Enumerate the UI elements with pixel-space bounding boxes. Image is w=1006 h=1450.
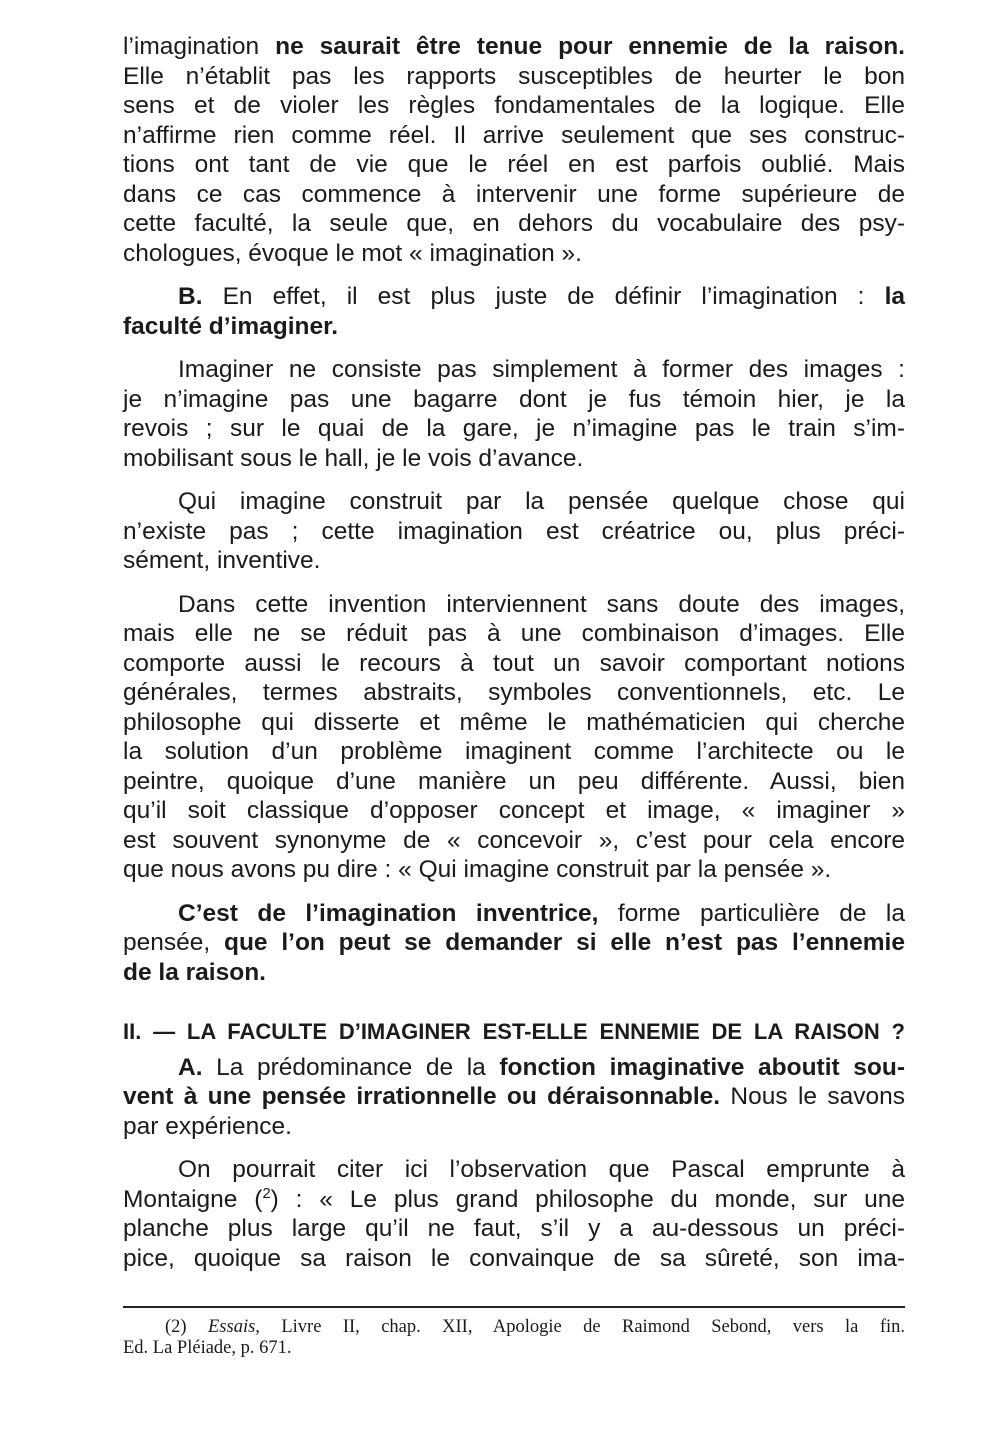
text-run: qu’il soit classique d’opposer concept et image, « imaginer »: [123, 797, 905, 824]
paragraph: [123, 1053, 905, 1142]
text-run: C’est de l’imagination inventrice,: [178, 899, 599, 927]
text-line: [123, 414, 905, 444]
text-run: l’imagination: [123, 33, 276, 60]
footnote: [123, 1317, 905, 1359]
text-line: [123, 855, 905, 885]
text-run: cette faculté, la seule que, en dehors du vocabulaire des psy-: [123, 210, 905, 237]
text-run: sens et de violer les règles fondamentales de la logique. Elle: [123, 92, 905, 119]
text-line: [123, 899, 905, 929]
text-run: Ed. La Pléiade, p. 671.: [123, 1338, 292, 1358]
paragraph: [123, 590, 905, 885]
text-line: [123, 619, 905, 649]
text-run: revois ; sur le quai de la gare, je n’imagine pas le train s’im-: [123, 415, 905, 442]
text-line: [123, 737, 905, 767]
text-run: est souvent synonyme de « concevoir », c’est pour cela encore: [123, 826, 905, 854]
text-line: [123, 32, 905, 62]
section-heading: II. — LA FACULTE D’IMAGINER EST-ELLE ENNEMIE DE LA RAISON ?: [123, 1019, 905, 1044]
text-run: vent à une pensée irrationnelle ou déraisonnable.: [123, 1083, 721, 1110]
text-line: [123, 150, 905, 180]
text-line: [123, 312, 905, 342]
text-line: [123, 355, 905, 385]
text-line: [123, 708, 905, 738]
text-run: la solution d’un problème imaginent comme l’architecte ou le: [123, 738, 905, 765]
text-line: [123, 1244, 905, 1274]
text-run: faculté d’imaginer.: [123, 312, 339, 340]
text-line: [123, 1053, 905, 1083]
text-run: générales, termes abstraits, symboles conventionnels, etc. Le: [123, 679, 905, 706]
text-line: [123, 958, 905, 988]
text-line: [123, 796, 905, 826]
text-line: [123, 1112, 905, 1142]
text-run: n’existe pas ; cette imagination est créatrice ou, plus préci-: [123, 517, 905, 545]
text-run: On pourrait citer ici l’observation que Pascal emprunte à: [178, 1156, 905, 1183]
text-run: pice, quoique sa raison le convainque de sa sûreté, son ima-: [123, 1244, 905, 1272]
text-run: que nous avons pu dire : « Qui imagine construit par la pensée ».: [123, 856, 832, 883]
text-run: Imaginer ne consiste pas simplement à former des images :: [178, 356, 905, 383]
paragraph: [123, 32, 905, 268]
text-line: [123, 517, 905, 547]
footnote-divider: [123, 1306, 905, 1308]
text-run: philosophe qui disserte et même le mathématicien qui cherche: [123, 708, 905, 736]
text-run: La prédominance de la: [202, 1053, 500, 1081]
paragraph: [123, 1155, 905, 1273]
text-run: dans ce cas commence à intervenir une forme supérieure de: [123, 180, 905, 208]
text-run: 2: [262, 1185, 271, 1202]
text-line: [123, 385, 905, 415]
text-run: de la raison.: [123, 958, 266, 986]
text-run: peintre, quoique d’une manière un peu différente. Aussi, bien: [123, 767, 905, 795]
text-run: je n’imagine pas une bagarre dont je fus témoin hier, je la: [123, 385, 905, 413]
text-line: [123, 62, 905, 92]
text-line: [123, 546, 905, 576]
text-run: A.: [178, 1053, 203, 1081]
text-line: [123, 444, 905, 474]
text-run: fonction imaginative aboutit sou-: [499, 1053, 905, 1081]
text-run: chologues, évoque le mot « imagination ».: [123, 239, 582, 267]
text-line: [123, 1082, 905, 1112]
text-line: [123, 91, 905, 121]
text-line: [123, 1214, 905, 1244]
text-run: Nous le savons: [720, 1083, 905, 1110]
text-run: Dans cette invention interviennent sans doute des images,: [178, 590, 905, 618]
paragraph: [123, 899, 905, 988]
text-run: (2): [165, 1317, 208, 1337]
text-run: Livre II, chap. XII, Apologie de Raimond Sebond, vers la fin.: [259, 1317, 905, 1337]
text-line: [123, 209, 905, 239]
text-run: ne saurait être tenue pour ennemie de la raison.: [275, 33, 905, 60]
text-run: tions ont tant de vie que le réel en est parfois oublié. Mais: [123, 151, 905, 178]
text-run: pensée,: [123, 929, 224, 956]
text-line: [123, 928, 905, 958]
page-body: [123, 32, 905, 1273]
text-run: la: [884, 283, 905, 310]
text-run: Essais,: [208, 1317, 260, 1337]
text-line: [123, 1338, 905, 1359]
text-run: forme particulière de la: [598, 899, 906, 927]
text-run: par expérience.: [123, 1112, 292, 1140]
text-line: [123, 282, 905, 312]
text-run: mobilisant sous le hall, je le vois d’avance.: [123, 444, 584, 472]
text-line: [123, 649, 905, 679]
paragraph: [123, 355, 905, 473]
text-run: n’affirme rien comme réel. Il arrive seulement que ses construc-: [123, 121, 905, 149]
text-line: [123, 1185, 905, 1215]
text-run: mais elle ne se réduit pas à une combinaison d’images. Elle: [123, 620, 905, 647]
text-line: [123, 826, 905, 856]
text-line: [123, 121, 905, 151]
text-run: Elle n’établit pas les rapports susceptibles de heurter le bon: [123, 62, 905, 90]
text-run: B.: [178, 283, 203, 310]
text-run: planche plus large qu’il ne faut, s’il y a au-dessous un préci-: [123, 1215, 905, 1242]
text-line: [123, 487, 905, 517]
text-line: [123, 180, 905, 210]
text-run: Qui imagine construit par la pensée quelque chose qui: [178, 488, 905, 515]
text-run: Montaigne (: [123, 1185, 263, 1213]
text-run: ) : « Le plus grand philosophe du monde, sur une: [270, 1185, 905, 1213]
text-run: En effet, il est plus juste de définir l’imagination :: [202, 283, 885, 310]
paragraph: [123, 487, 905, 576]
text-line: [123, 239, 905, 269]
text-run: que l’on peut se demander si elle n’est pas l’ennemie: [223, 929, 905, 956]
text-line: [123, 1155, 905, 1185]
text-run: comporte aussi le recours à tout un savoir comportant notions: [123, 649, 905, 677]
text-line: [123, 1317, 905, 1338]
text-run: sément, inventive.: [123, 547, 321, 574]
paragraph: [123, 282, 905, 341]
text-line: [123, 767, 905, 797]
text-line: [123, 590, 905, 620]
text-line: [123, 678, 905, 708]
